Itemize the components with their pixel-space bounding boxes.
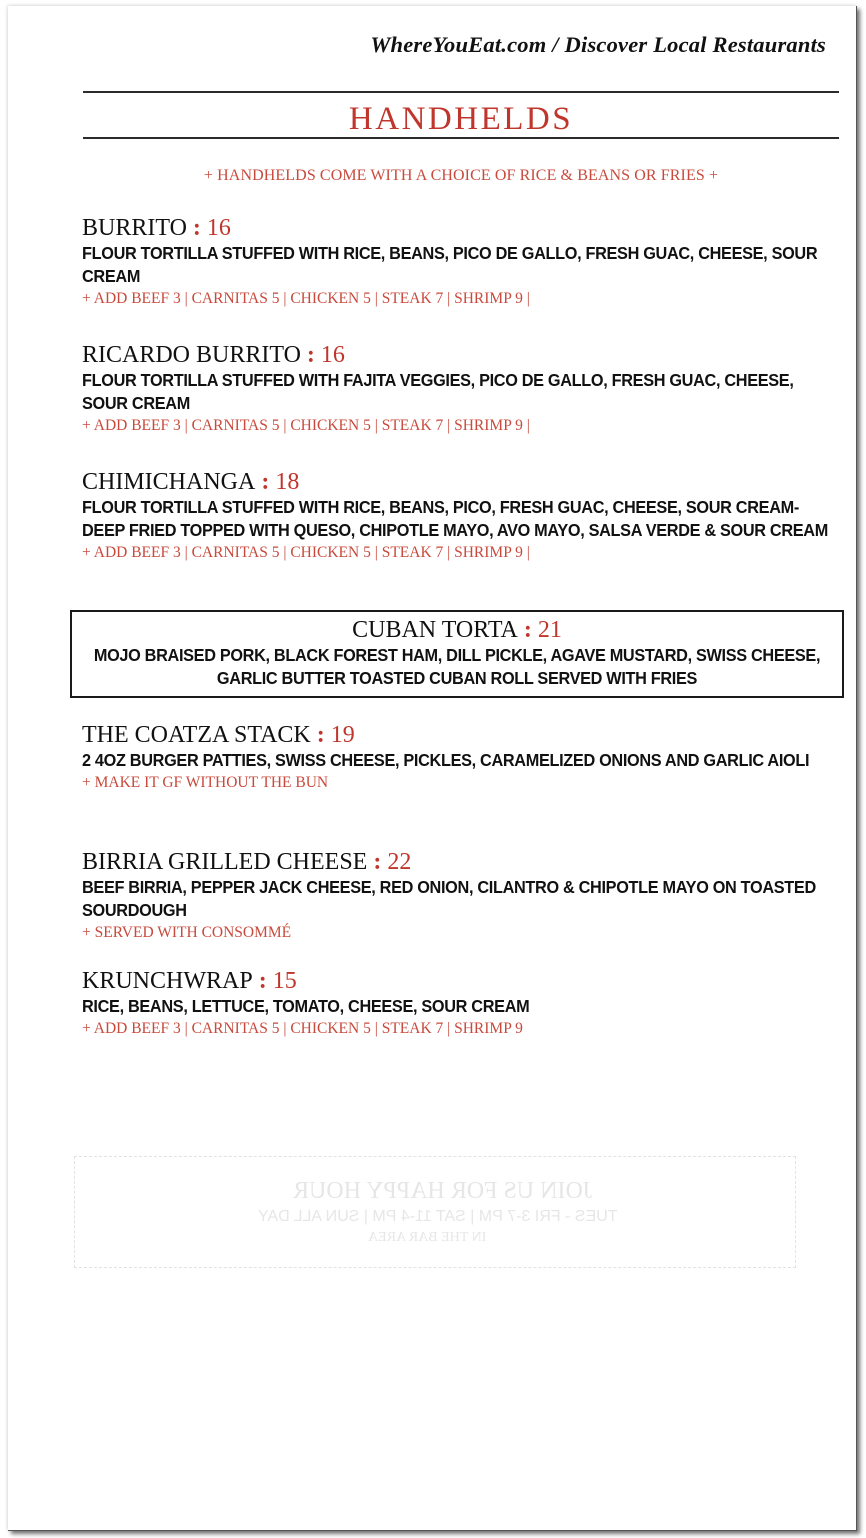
item-name: BIRRIA GRILLED CHEESE bbox=[82, 849, 368, 875]
item-price: 21 bbox=[537, 617, 562, 643]
item-price: 18 bbox=[275, 469, 300, 495]
item-title bbox=[82, 848, 842, 876]
site-watermark: WhereYouEat.com / Discover Local Restaurants bbox=[370, 32, 826, 57]
item-price: 15 bbox=[272, 968, 297, 994]
item-title bbox=[72, 616, 842, 644]
price-separator: : bbox=[367, 849, 388, 875]
menu-page bbox=[8, 6, 857, 1531]
item-description: MOJO BRAISED PORK, BLACK FOREST HAM, DILL PICKLE, AGAVE MUSTARD, SWISS CHEESE, GARLIC BUTTER TOASTED CUBAN ROLL SERVED WITH FRIES bbox=[93, 645, 821, 688]
item-title bbox=[82, 967, 842, 995]
price-separator: : bbox=[186, 215, 207, 241]
item-name: THE COATZA STACK bbox=[82, 722, 311, 748]
bleed-through-title: JOIN US FOR HAPPY HOUR bbox=[293, 1178, 593, 1204]
item-name: KRUNCHWRAP bbox=[82, 968, 253, 994]
top-divider bbox=[83, 91, 839, 93]
item-description: BEEF BIRRIA, PEPPER JACK CHEESE, RED ONION, CILANTRO & CHIPOTLE MAYO ON TOASTED SOURDOUGH bbox=[82, 877, 816, 920]
menu-item bbox=[82, 848, 842, 943]
item-addons: + ADD BEEF 3 | CARNITAS 5 | CHICKEN 5 | STEAK 7 | SHRIMP 9 | bbox=[82, 544, 530, 561]
menu-item bbox=[82, 967, 842, 1039]
item-price: 16 bbox=[320, 342, 345, 368]
item-addons: + MAKE IT GF WITHOUT THE BUN bbox=[82, 774, 329, 791]
featured-menu-item bbox=[70, 610, 844, 698]
price-separator: : bbox=[517, 617, 538, 643]
item-name: CUBAN TORTA bbox=[352, 617, 518, 643]
bleed-through-box bbox=[74, 1156, 796, 1268]
section-title: HANDHELDS bbox=[348, 101, 574, 137]
bleed-through-location: IN THE BAR AREA bbox=[368, 1230, 487, 1245]
item-title bbox=[82, 341, 842, 369]
bleed-through-times: TUES - FRI 3-7 PM | SAT 11-4 PM | SUN ALL DAY bbox=[258, 1208, 618, 1225]
item-description: FLOUR TORTILLA STUFFED WITH RICE, BEANS, PICO DE GALLO, FRESH GUAC, CHEESE, SOUR CREAM bbox=[82, 243, 818, 286]
menu-item bbox=[82, 721, 842, 793]
item-name: RICARDO BURRITO bbox=[82, 342, 301, 368]
price-separator: : bbox=[300, 342, 321, 368]
item-title bbox=[82, 214, 842, 242]
item-description: 2 4OZ BURGER PATTIES, SWISS CHEESE, PICKLES, CARAMELIZED ONIONS AND GARLIC AIOLI bbox=[82, 750, 810, 770]
item-addons: + ADD BEEF 3 | CARNITAS 5 | CHICKEN 5 | STEAK 7 | SHRIMP 9 | bbox=[82, 417, 530, 434]
menu-item bbox=[82, 468, 842, 563]
item-name: CHIMICHANGA bbox=[82, 469, 256, 495]
item-description: FLOUR TORTILLA STUFFED WITH FAJITA VEGGIES, PICO DE GALLO, FRESH GUAC, CHEESE, SOUR CREAM bbox=[82, 370, 794, 413]
item-title bbox=[82, 468, 842, 496]
menu-item bbox=[82, 341, 842, 436]
price-separator: : bbox=[310, 722, 331, 748]
item-addons: + SERVED WITH CONSOMMÉ bbox=[82, 924, 292, 941]
menu-item bbox=[82, 214, 842, 309]
section-note: + HANDHELDS COME WITH A CHOICE OF RICE & BEANS OR FRIES + bbox=[203, 167, 719, 184]
item-addons: + ADD BEEF 3 | CARNITAS 5 | CHICKEN 5 | STEAK 7 | SHRIMP 9 | bbox=[82, 290, 530, 307]
item-addons: + ADD BEEF 3 | CARNITAS 5 | CHICKEN 5 | STEAK 7 | SHRIMP 9 bbox=[82, 1020, 523, 1037]
item-price: 19 bbox=[330, 722, 355, 748]
item-name: BURRITO bbox=[82, 215, 187, 241]
item-title bbox=[82, 721, 842, 749]
item-description: RICE, BEANS, LETTUCE, TOMATO, CHEESE, SOUR CREAM bbox=[82, 996, 530, 1016]
item-price: 22 bbox=[387, 849, 412, 875]
bottom-divider bbox=[83, 137, 839, 139]
price-separator: : bbox=[255, 469, 276, 495]
item-description: FLOUR TORTILLA STUFFED WITH RICE, BEANS, PICO, FRESH GUAC, CHEESE, SOUR CREAM-DEEP FRIED TOPPED WITH QUESO, CHIPOTLE MAYO, AVO MAYO, SALSA VERDE & SOUR CREAM bbox=[82, 497, 828, 540]
price-separator: : bbox=[252, 968, 273, 994]
item-price: 16 bbox=[206, 215, 231, 241]
